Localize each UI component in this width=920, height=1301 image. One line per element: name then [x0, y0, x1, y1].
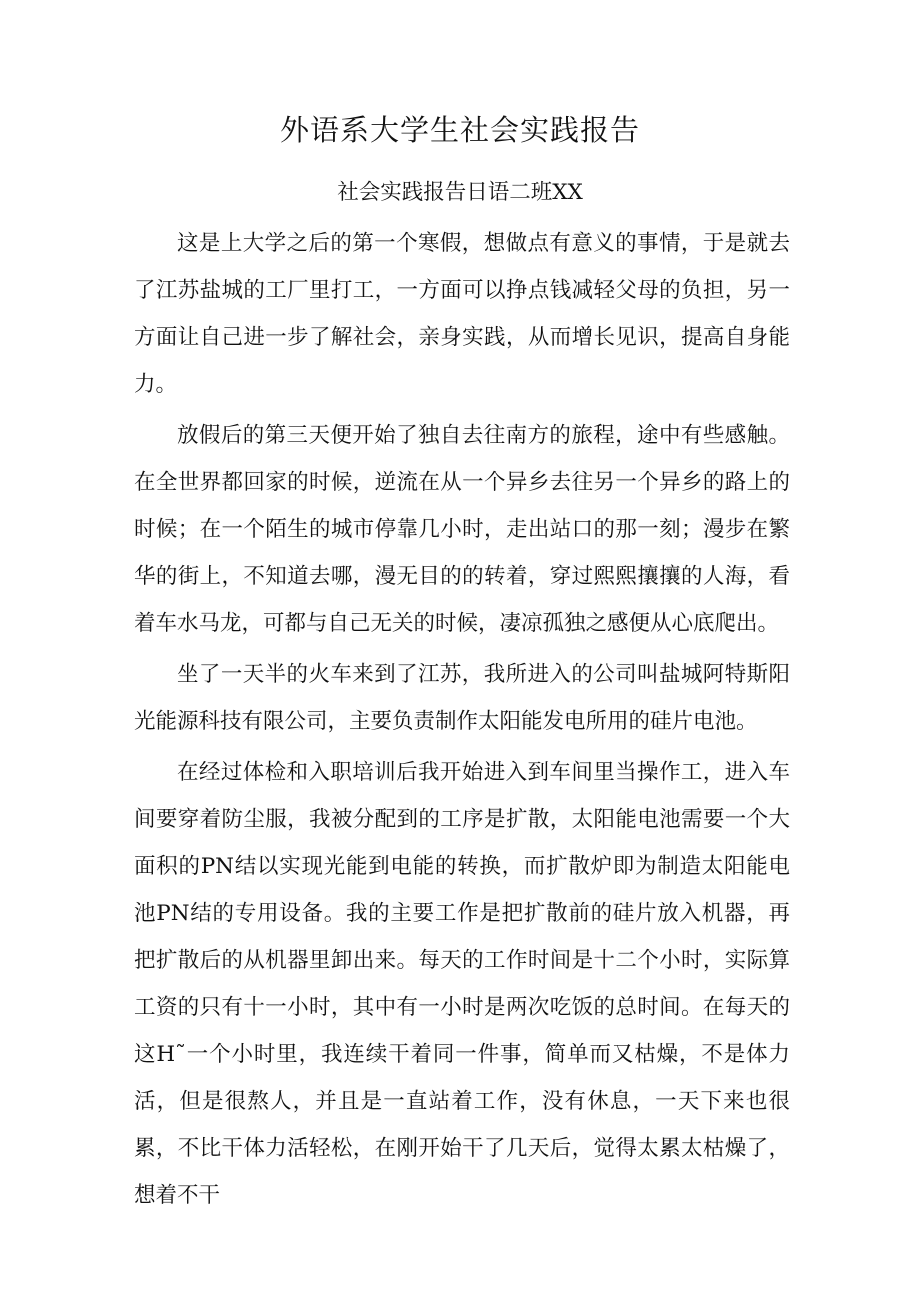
document-body [134, 220, 790, 1223]
paragraph-2: 放假后的第三天便开始了独自去往南方的旅程，途中有些感触。在全世界都回家的时候，逆流在从一个异乡去往另一个异乡的路上的时候；在一个陌生的城市停靠几小时，走出站口的那一刻；漫步在繁华的街上，不知道去哪，漫无目的的转着，穿过熙熙攘攘的人海，看着车水马龙，可都与自己无关的时候，凄凉孤独之感便从心底爬出。 [134, 423, 790, 636]
paragraph-1: 这是上大学之后的第一个寒假，想做点有意义的事情，于是就去了江苏盐城的工厂里打工，一方面可以挣点钱减轻父母的负担，另一方面让自己进一步了解社会，亲身实践，从而增长见识，提高自身能力。 [134, 231, 790, 397]
document-subtitle: 社会实践报告日语二班XX [337, 180, 583, 205]
document-title: 外语系大学生社会实践报告 [279, 113, 640, 147]
paragraph-4: 在经过体检和入职培训后我开始进入到车间里当操作工，进入车间要穿着防尘服，我被分配到的工序是扩散，太阳能电池需要一个大面积的PN结以实现光能到电能的转换，而扩散炉即为制造太阳能电池PN结的专用设备。我的主要工作是把扩散前的硅片放入机器，再把扩散后的从机器里卸出来。每天的工作时间是十二个小时，实际算工资的只有十一小时，其中有一小时是两次吃饭的总时间。在每天的这H˜一个小时里，我连续干着同一件事，简单而又枯燥，不是体力活，但是很熬人，并且是一直站着工作，没有休息，一天下来也很累，不比干体力活轻松，在刚开始干了几天后，觉得太累太枯燥了，想着不干 [134, 760, 790, 1208]
paragraph-3: 坐了一天半的火车来到了江苏，我所进入的公司叫盐城阿特斯阳光能源科技有限公司，主要负责制作太阳能发电所用的硅片电池。 [134, 662, 790, 734]
